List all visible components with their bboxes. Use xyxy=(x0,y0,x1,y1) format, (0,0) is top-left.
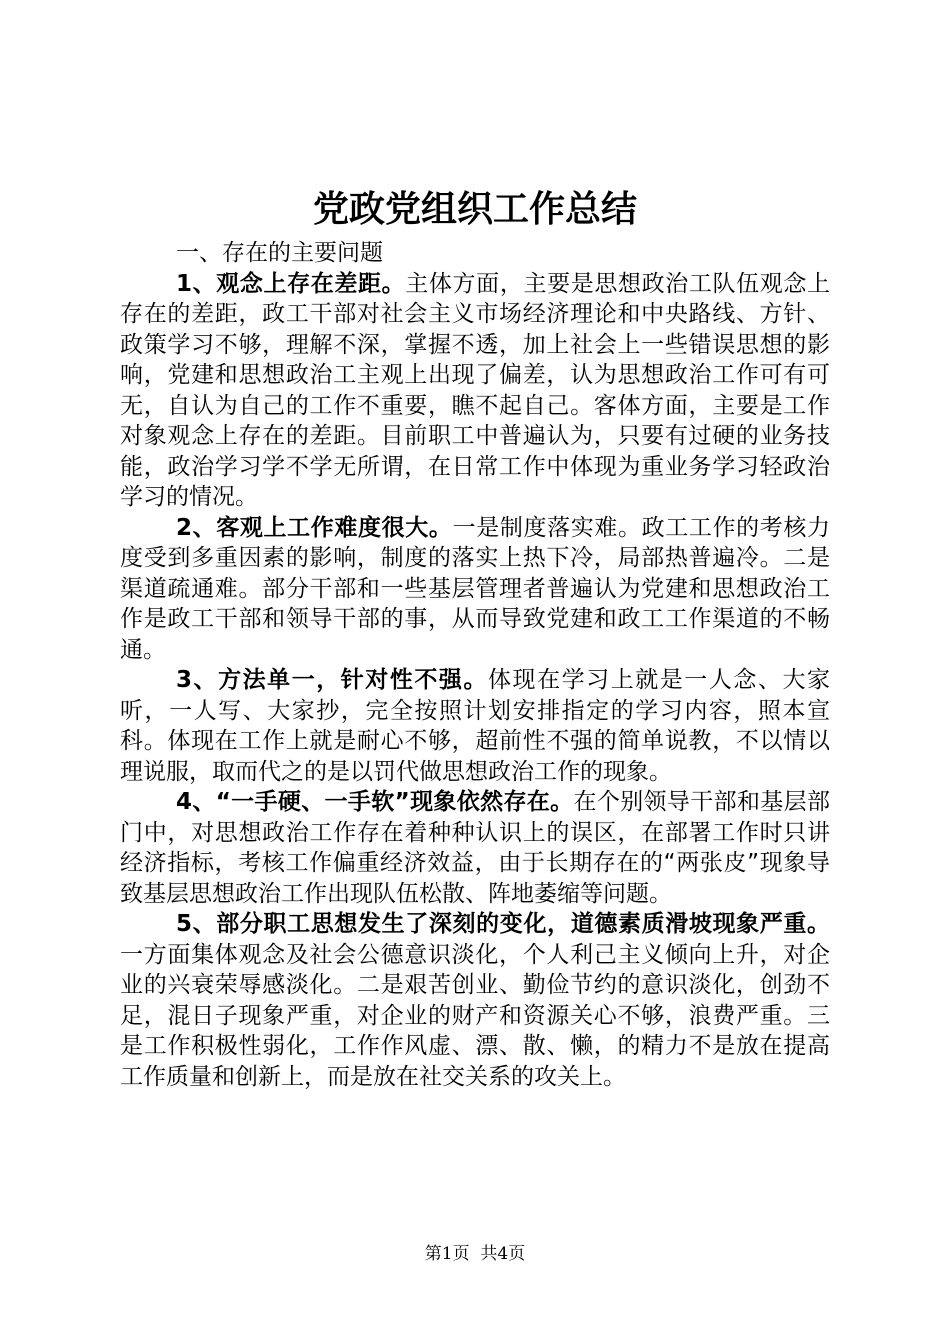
paragraph-1 xyxy=(120,269,830,513)
paragraph-lead: 1、观念上存在差距。 xyxy=(176,270,406,297)
page-number-label: 第1页 共4页 xyxy=(424,1244,526,1264)
paragraph-5 xyxy=(120,909,830,1092)
paragraph-text: 在个别领导干部和基层部门中，对思想政治工作存在着种种认识上的误区，在部署工作时只讲经济指标，考核工作偏重经济效益，由于长期存在的“两张皮”现象导致基层思想政治工作出现队伍松散、阵地萎缩等问题。 xyxy=(120,789,830,907)
paragraph-lead: 2、客观上工作难度很大。 xyxy=(176,514,453,541)
paragraph-lead: 3、方法单一，针对性不强。 xyxy=(176,667,488,693)
paragraph-text: 体现在学习上就是一人念、大家听，一人写、大家抄，完全按照计划安排指定的学习内容，照本宣科。体现在工作上就是耐心不够，超前性不强的简单说教，不以情以理说服，取而代之的是以罚代做思想政治工作的现象。 xyxy=(120,667,830,785)
paragraph-lead: 4、“一手硬、一手软”现象依然存在。 xyxy=(176,789,574,815)
paragraph-3 xyxy=(120,665,830,787)
document-body xyxy=(120,238,830,1092)
paragraph-text: 一是制度落实难。政工工作的考核力度受到多重因素的影响，制度的落实上热下冷，局部热普遍冷。二是渠道疏通难。部分干部和一些基层管理者普遍认为党建和思想政治工作是政工干部和领导干部的事，从而导致党建和政工工作渠道的不畅通。 xyxy=(120,514,830,663)
section-heading: 一、存在的主要问题 xyxy=(176,240,383,266)
page-footer xyxy=(0,1243,950,1265)
paragraph-text: 主体方面，主要是思想政治工队伍观念上存在的差距，政工干部对社会主义市场经济理论和中央路线、方针、政策学习不够，理解不深，掌握不透，加上社会上一些错误思想的影响，党建和思想政治工主观上出现了偏差，认为思想政治工作可有可无，自认为自己的工作不重要，瞧不起自己。客体方面，主要是工作对象观念上存在的差距。目前职工中普遍认为，只要有过硬的业务技能，政治学习学不学无所谓，在日常工作中体现为重业务学习轻政治学习的情况。 xyxy=(120,270,830,510)
paragraph-2 xyxy=(120,513,830,666)
document-title: 党政党组织工作总结 xyxy=(312,188,637,230)
paragraph-4 xyxy=(120,787,830,909)
paragraph-lead: 5、部分职工思想发生了深刻的变化，道德素质滑坡现象严重。 xyxy=(176,911,830,937)
paragraph-text: 一方面集体观念及社会公德意识淡化，个人利己主义倾向上升，对企业的兴衰荣辱感淡化。二是艰苦创业、勤俭节约的意识淡化，创劲不足，混日子现象严重，对企业的财产和资源关心不够，浪费严重。三是工作积极性弱化，工作作风虚、漂、散、懒，的精力不是放在提高工作质量和创新上，而是放在社交关系的攻关上。 xyxy=(120,941,830,1090)
